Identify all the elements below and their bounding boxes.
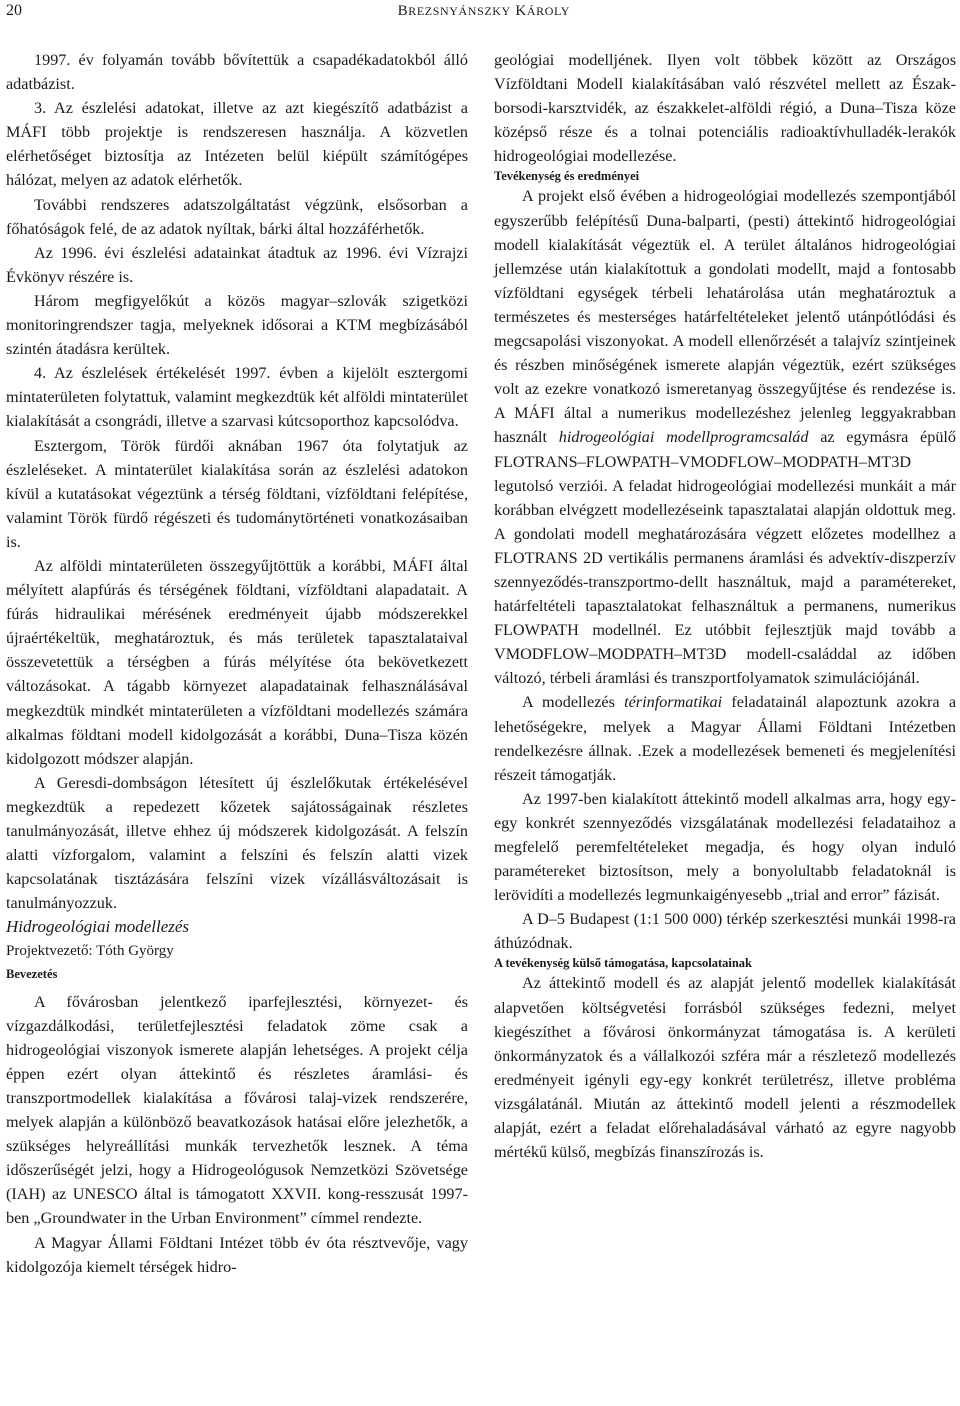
paragraph: A D–5 Budapest (1:1 500 000) térkép szerkesztési munkái 1998-ra áthúzódnak. bbox=[494, 910, 956, 953]
paragraph: A fővárosban jelentkező iparfejlesztési, környezet- és vízgazdálkodási, területfejlesztési feladatok zöme csak a hidrogeológiai viszonyok ismerete alapján lehetséges. A projekt célja éppen ezért olyan áttekintő és részletes áramlási- és transzportmodellek kialakítása a fővárosi talaj-vizek rendszerére, melyek alapján a különböző beavatkozások hatásai előre jelezhetők, a szükséges helyreállítási munkák tervezhetők lesznek. A téma időszerűségét jelzi, hogy a Hidrogeológusok Nemzetközi Szövetsége (IAH) az UNESCO által is támogatott XXVII. kong-resszusát 1997-ben „Groundwater in the Urban Environment” címmel rendezte. bbox=[6, 992, 468, 1228]
right-column bbox=[494, 48, 956, 1164]
paragraph: Az 1996. évi észlelési adatainkat átadtuk az 1996. évi Vízrajzi Évkönyv részére is. bbox=[6, 243, 468, 286]
paragraph bbox=[494, 184, 956, 690]
running-head-initial-2: K bbox=[515, 3, 527, 19]
running-head-rest-2: ÁROLY bbox=[526, 4, 570, 18]
paragraph: További rendszeres adatszolgáltatást végzünk, elsősorban a főhatóságok felé, de az adatok nyíltak, bárki által hozzáférhetők. bbox=[6, 195, 468, 238]
running-head-initial-1: B bbox=[397, 3, 409, 19]
paragraph: Esztergom, Török fürdői aknában 1967 óta folytatjuk az észleléseket. A mintaterület kialakítása során az észlelési adatokon kívül a kutatásokat végeztünk a térség földtani, vízföldtani felépítése, valamint Török fürdő régészeti és tudománytörténeti vonatkozásaiban is. bbox=[6, 436, 468, 551]
text-run: az egymásra épülő FLOTRANS–FLOWPATH–VMODFLOW–MODPATH–MT3D legutolsó verziói. A feladat hidrogeológiai modellezési munkáit a már korábban elvégzett modellezéseink tapasztalatai alapján oldottuk meg. A gondolati modell meghatározására végzett előzetes modellhez a FLOTRANS 2D vertikális permanens áramlási és advektív-diszperzív szennyeződés-transzportmo-dellt használtuk, majd a paramétereket, határfeltételi tapasztalatokat felhasználtuk a permanens, numerikus FLOWPATH modellnél. Ez utóbbit fejlesztjük majd tovább a VMODFLOW–MODPATH–MT3D modell-családdal az időben változó, térbeli áramlási és transzportfolyamatok szimulációjánál. bbox=[494, 428, 957, 688]
project-leader: Projektvezető: Tóth György bbox=[6, 943, 174, 960]
text-run: A modellezés bbox=[522, 693, 625, 712]
running-head-author bbox=[398, 2, 570, 20]
paragraph: Az alföldi mintaterületen összegyűjtöttük a korábbi, MÁFI által mélyített alapfúrás és térségének földtani, vízföldtani alapadatait. A fúrás hidraulikai mérésének eredményeit újabb módszerekkel újraértékeltük, meghatároztuk, és más területek tapasztalataival összevetettük a térségben a fúrás mélyítése óta bekövetkezett változásokat. A tágabb környezet alapadatainak felhasználásával megkezdtük mindkét mintaterületen a vízföldtani modellezés számára alkalmas földtani modell kidolgozását a korábbi, Duna–Tisza közén kidolgozott módszer alapján. bbox=[6, 556, 468, 768]
paragraph: A Geresdi-dombságon létesített új észlelőkutak értékelésével megkezdtük a repedezett kőzetek sajátosságainak részletes tanulmányozását, illetve ehhez új módszerek kidolgozását. A felszín alatti vízforgalom, valamint a felszíni és felszín alatti vizek kapcsolatának tisztázására felszíni vizek vízállásváltozásait is tanulmányozzuk. bbox=[6, 773, 468, 913]
text-run: A projekt első évében a hidrogeológiai modellezés szempontjából egyszerűbb felépítésű Duna-balparti, (pesti) áttekintő hidrogeológiai modell kialakítását végeztük el. A terület általános hidrogeológiai jellemzése után kialakítottuk a gondolati modellt, majd a fontosabb vízföldtani egységek térbeli lehatárolása után meghatároztuk a természetes és mesterséges határfeltételeket jelentő utánpótlódási és megcsapolási viszonyokat. A modell ellenőrzését a talajvíz szintjeinek és részben minőségének ismerete alapján végeztük, ezért szükséges volt az ezekre vonatkozó ismeretanyag összegyűjtése és rendezése is. A MÁFI által a numerikus modellezéshez jelenleg leggyakrabban használt bbox=[494, 187, 956, 447]
page-number: 20 bbox=[6, 2, 22, 19]
page-header bbox=[0, 0, 960, 30]
text-run: feladatainál alapoztunk azokra a lehetőségekre, melyek a Magyar Állami Földtani Intézetben rendelkezésre állnak. .Ezek a modellezések bemeneti és megjelenítési részeit támogatják. bbox=[494, 693, 957, 784]
subheading-external-support: A tevékenység külső támogatása, kapcsolatainak bbox=[494, 956, 753, 971]
emphasis-text: hidrogeológiai modellprogramcsalád bbox=[558, 428, 809, 447]
emphasis-text: térinformatikai bbox=[624, 693, 723, 712]
paragraph: Az áttekintő modell és az alapját jelentő modellek kialakítását alapvetően költségvetési forrásból szükséges fedezni, melyet kiegészíthet a fővárosi önkormányzat támogatása is. A kerületi önkormányzatok és a vállalkozói szféra már a részletező modellezés eredményeit igényli egy-egy konkrét területrész, illetve probléma vizsgálatánál. Miután az áttekintő modell jelenti a részmodellek alapját, ezért a feladat előrehaladásával várható az egyre nagyobb mértékű külső, megbízás finanszírozás is. bbox=[494, 974, 956, 1162]
paragraph: 1997. év folyamán tovább bővítettük a csapadékadatokból álló adatbázist. bbox=[6, 51, 468, 94]
paragraph: geológiai modelljének. Ilyen volt többek között az Országos Vízföldtani Modell kialakításában való részvétel mellett az Észak-borsodi-karsztvidék, az északkelet-alföldi régió, a Duna–Tisza köze középső része és a tolnai potenciális radioaktívhulladék-lerakók hidrogeológiai modellezése. bbox=[494, 51, 956, 166]
paragraph: Három megfigyelőkút a közös magyar–szlovák szigetközi monitoringrendszer tagja, melyeknek idősorai a KTM megbízásából szintén átadásra kerültek. bbox=[6, 291, 468, 359]
subheading-introduction: Bevezetés bbox=[6, 966, 58, 981]
paragraph bbox=[494, 690, 956, 786]
paragraph: 3. Az észlelési adatokat, illetve az azt kiegészítő adatbázist a MÁFI több projektje is rendszeresen használja. A közvetlen elérhetőséget biztosítja az Intézeten belül kiépült számítógépes hálózat, melyen az adatok elérhetők. bbox=[6, 99, 468, 190]
left-column bbox=[6, 48, 468, 1279]
paragraph: A Magyar Állami Földtani Intézet több év óta résztvevője, vagy kidolgozója kiemelt térségek hidro- bbox=[6, 1233, 468, 1276]
running-head-rest-1: REZSNYÁNSZKY bbox=[408, 4, 511, 18]
paragraph: 4. Az észlelések értékelését 1997. évben a kijelölt esztergomi mintaterületen folytattuk, valamint megkezdtük két alföldi mintaterület kialakítását a csongrádi, illetve a szarvasi kútcsoporthoz kapcsolódva. bbox=[6, 364, 468, 431]
subheading-activity-results: Tevékenység és eredményei bbox=[494, 169, 640, 184]
section-title: Hidrogeológiai modellezés bbox=[6, 917, 190, 937]
paragraph: Az 1997-ben kialakított áttekintő modell alkalmas arra, hogy egy-egy konkrét szennyeződés vizsgálatának modellezési feladataihoz a megfelelő peremfeltételeket megadja, és hogy olyan induló paramétereket biztosítson, mely a bonyolultabb feladatoknál is lerövidíti a modellezés legmunkaigényesebb „trial and error” fázisát. bbox=[494, 789, 956, 905]
